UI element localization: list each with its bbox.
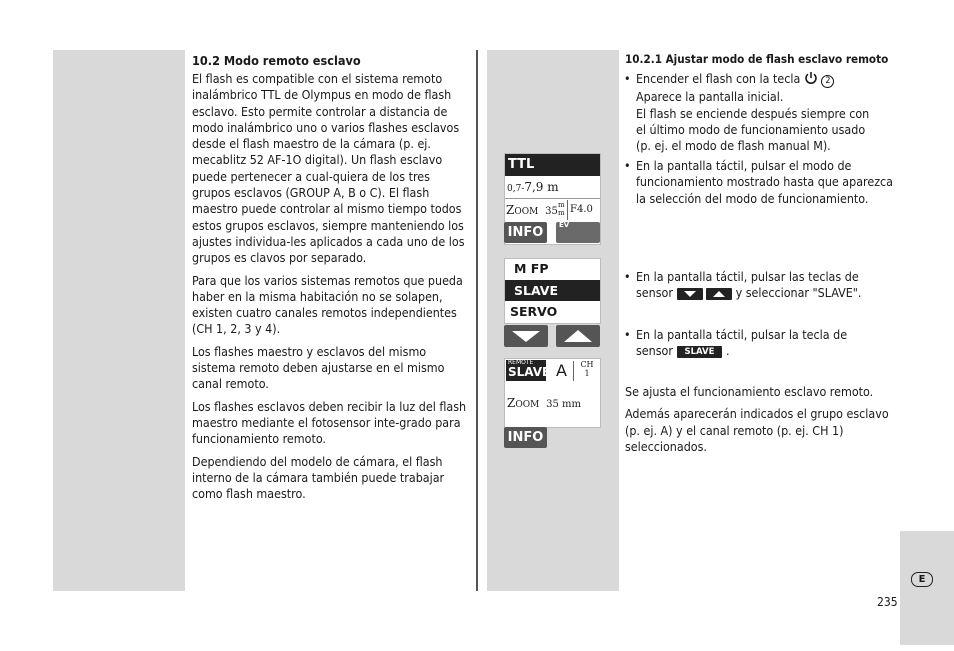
chevron-down-icon [504, 325, 548, 347]
subsection-heading: 10.2.1 Ajustar modo de flash esclavo remoto [625, 52, 889, 66]
up-arrow-button[interactable] [556, 325, 600, 347]
zoom-readout: ZOOM 35 mm [507, 396, 582, 410]
paragraph-1: El flash es compatible con el sistema remoto inalámbrico TTL de Olympus en modo de flash esclavo. Esto permite controlar a distancia de modo inalámbrico uno o varios flashes esclavos desde el flash maestro de la cámara (p. ej. mecablitz 52 AF-1O digital). Un flash esclavo puede pertenecer a cual-quiera de los tres grupos esclavos (GROUP A, B o C). El flash maestro puede controlar al mismo tiempo todos estos grupos esclavos, siempre manteniendo los ajustes individua-les aplicados a cada uno de los grupos es clavos por separado. [192, 71, 465, 266]
result-paragraph-1: Se ajusta el funcionamiento esclavo remoto. [625, 384, 874, 399]
mode-bar: TTL [505, 154, 600, 176]
display-mode-selection [504, 258, 601, 324]
paragraph-4: Los flashes esclavos deben recibir la luz del flash maestro mediante el fotosensor inte-grado para funcionamiento remoto. [192, 398, 467, 447]
result-paragraph-2: Además aparecerán indicados el grupo esclavo (p. ej. A) y el canal remoto (p. ej. CH 1) seleccionados. [625, 406, 889, 454]
aperture-readout: F4.0 [570, 204, 593, 215]
channel-indicator[interactable]: CH 1 [580, 360, 594, 378]
bullet-press-slave: • En la pantalla táctil, pulsar la tecla de sensor SLAVE . [624, 327, 906, 360]
up-arrow-key-icon [706, 288, 732, 300]
mode-option-slave[interactable]: SLAVE [505, 280, 600, 301]
section-heading: 10.2 Modo remoto esclavo [192, 53, 361, 68]
mode-option-mfp[interactable]: M FP [514, 261, 549, 276]
power-icon [804, 71, 818, 89]
info-button[interactable]: INFO [504, 427, 547, 448]
left-text-column [192, 53, 468, 508]
bullet-power-on: • Encender el flash con la tecla 2 Aparece la pantalla inicial. El flash se enciende después siempre con el último modo de funcionamiento usado (p. ej. el modo de flash manual M). [624, 71, 906, 154]
circled-number-icon: 2 [821, 75, 834, 88]
result-text [625, 384, 895, 461]
chevron-up-icon [556, 325, 600, 347]
ev-button[interactable]: EV [556, 222, 600, 243]
language-badge: E [911, 572, 933, 587]
group-indicator[interactable]: A [556, 361, 567, 380]
paragraph-2: Para que los varios sistemas remotos que pueda haber en la misma habitación no se solapen, existen cuatro canales remotos independientes (CH 1, 2, 3 y 4). [192, 272, 463, 337]
zoom-unit: m m [558, 201, 565, 217]
group-separator [573, 361, 574, 381]
zoom-readout: ZOOM 35 [506, 203, 558, 217]
down-arrow-button[interactable] [504, 325, 548, 347]
info-button[interactable]: INFO [504, 222, 547, 243]
zoom-separator [567, 200, 568, 220]
paragraph-5: Dependiendo del modelo de cámara, el flash interno de la cámara también puede trabajar como flash maestro. [192, 453, 445, 502]
range-readout: 0,7-7,9 m [507, 180, 559, 194]
bullet-press-mode: • En la pantalla táctil, pulsar el modo de funcionamiento mostrado hasta que aparezca la selección del modo de funcionamiento. [624, 158, 906, 207]
page-number: 235 [877, 595, 898, 609]
down-arrow-key-icon [677, 288, 703, 300]
left-margin-column [53, 50, 185, 591]
right-tab-column [900, 531, 954, 645]
slave-key: SLAVE [677, 346, 723, 358]
paragraph-3: Los flashes maestro y esclavos del mismo sistema remoto deben ajustarse en el mismo canal remoto. [192, 343, 445, 392]
display-slave-screen [504, 358, 601, 428]
mode-option-servo[interactable]: SERVO [510, 304, 558, 319]
bullet-select-slave: • En la pantalla táctil, pulsar las teclas de sensor y seleccionar "SLAVE". [624, 269, 906, 302]
slave-badge[interactable]: REMOTE SLAVE [508, 359, 551, 379]
range-divider [505, 198, 600, 199]
vertical-divider [476, 50, 478, 591]
